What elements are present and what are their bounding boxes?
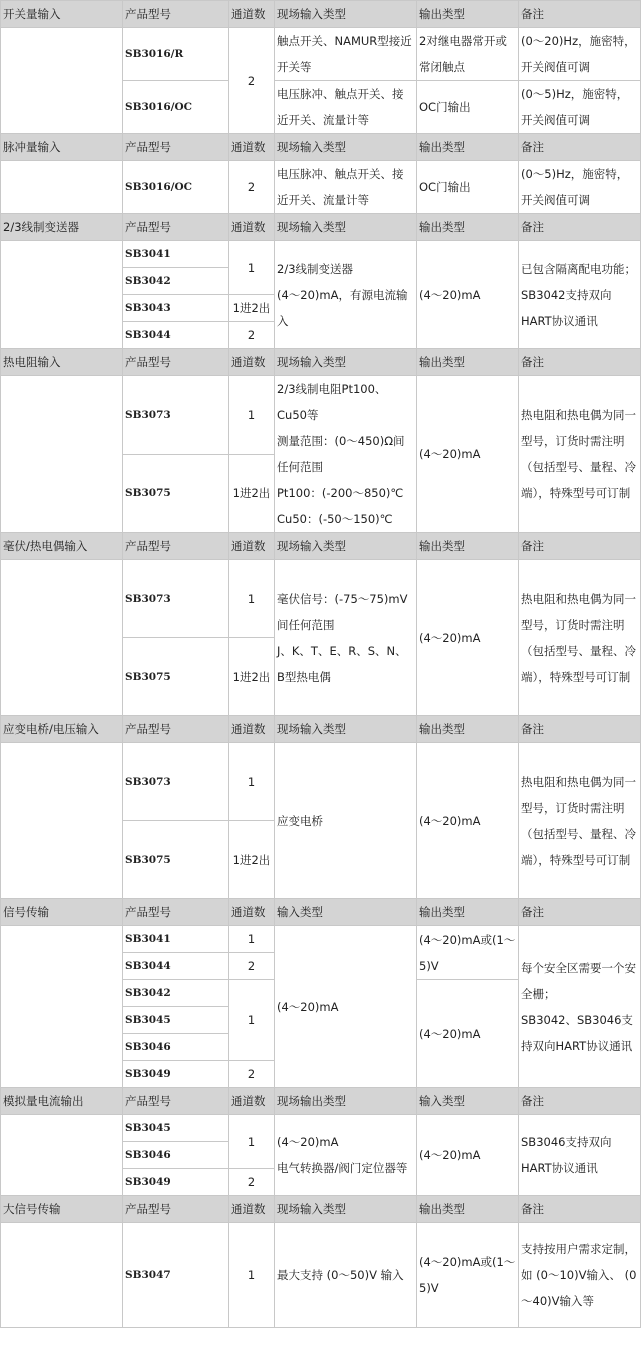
col-output-type: 输出类型 bbox=[417, 1196, 519, 1223]
section-header bbox=[1, 349, 641, 376]
model-cell: SB3049 bbox=[123, 1169, 229, 1196]
notes-cell: SB3046支持双向HART协议通讯 bbox=[519, 1115, 641, 1196]
col-model: 产品型号 bbox=[123, 1196, 229, 1223]
output-cell: (4～20)mA或(1～5)V bbox=[417, 926, 519, 980]
table-row bbox=[1, 743, 641, 821]
notes-line: SB3042、SB3046支持双向HART协议通讯 bbox=[521, 1012, 633, 1053]
col-output-type: 现场输出类型 bbox=[275, 1088, 417, 1115]
output-cell: (4～20)mA或(1～5)V bbox=[417, 1223, 519, 1328]
col-notes: 备注 bbox=[519, 134, 641, 161]
col-model: 产品型号 bbox=[123, 1088, 229, 1115]
model-cell: SB3073 bbox=[123, 376, 229, 455]
input-line: 毫伏信号：(-75～75)mV间任何范围 bbox=[277, 591, 408, 632]
category-label: 模拟量电流输出 bbox=[1, 1088, 123, 1115]
input-line: J、K、T、E、R、S、N、B型热电偶 bbox=[277, 643, 407, 684]
col-input-type: 现场输入类型 bbox=[275, 716, 417, 743]
input-cell: 最大支持 (0～50)V 输入 bbox=[275, 1223, 417, 1328]
section-header bbox=[1, 1088, 641, 1115]
col-output-type: 输出类型 bbox=[417, 214, 519, 241]
model-cell: SB3046 bbox=[123, 1034, 229, 1061]
section-header bbox=[1, 899, 641, 926]
col-notes: 备注 bbox=[519, 1196, 641, 1223]
model-cell: SB3075 bbox=[123, 638, 229, 716]
section-header bbox=[1, 716, 641, 743]
notes-cell: (0～5)Hz，施密特，开关阀值可调 bbox=[519, 81, 641, 134]
input-line: (4～20)mA bbox=[277, 1135, 339, 1149]
channels-cell: 2 bbox=[229, 1169, 275, 1196]
model-cell: SB3044 bbox=[123, 953, 229, 980]
notes-cell: (0～5)Hz，施密特，开关阀值可调 bbox=[519, 161, 641, 214]
model-cell: SB3016/R bbox=[123, 28, 229, 81]
col-channels: 通道数 bbox=[229, 1, 275, 28]
notes-cell: 热电阻和热电偶为同一型号，订货时需注明（包括型号、量程、冷端），特殊型号可订制 bbox=[519, 376, 641, 533]
output-cell: 2对继电器常开或常闭触点 bbox=[417, 28, 519, 81]
col-model: 产品型号 bbox=[123, 134, 229, 161]
category-label: 热电阻输入 bbox=[1, 349, 123, 376]
input-cell bbox=[275, 241, 417, 349]
input-line: Cu50：(-50～150)℃ bbox=[277, 512, 393, 526]
channels-cell: 1 bbox=[229, 376, 275, 455]
col-input-type: 现场输入类型 bbox=[275, 533, 417, 560]
col-model: 产品型号 bbox=[123, 214, 229, 241]
category-blank bbox=[1, 1223, 123, 1328]
model-cell: SB3044 bbox=[123, 322, 229, 349]
table-row bbox=[1, 1223, 641, 1328]
input-line: Pt100：(-200～850)℃ bbox=[277, 486, 404, 500]
input-cell bbox=[275, 376, 417, 533]
channels-cell: 1 bbox=[229, 560, 275, 638]
channels-cell: 2 bbox=[229, 161, 275, 214]
output-cell: (4～20)mA bbox=[417, 980, 519, 1088]
model-cell: SB3043 bbox=[123, 295, 229, 322]
table-row bbox=[1, 28, 641, 81]
col-input-type: 输入类型 bbox=[275, 899, 417, 926]
channels-cell: 1 bbox=[229, 241, 275, 295]
channels-cell: 1进2出 bbox=[229, 454, 275, 533]
input-cell: 触点开关、NAMUR型接近开关等 bbox=[275, 28, 417, 81]
category-blank bbox=[1, 161, 123, 214]
col-model: 产品型号 bbox=[123, 533, 229, 560]
col-channels: 通道数 bbox=[229, 349, 275, 376]
notes-line: 每个安全区需要一个安全栅； bbox=[521, 960, 636, 1001]
col-channels: 通道数 bbox=[229, 1088, 275, 1115]
model-cell: SB3073 bbox=[123, 743, 229, 821]
model-cell: SB3042 bbox=[123, 980, 229, 1007]
col-notes: 备注 bbox=[519, 533, 641, 560]
col-model: 产品型号 bbox=[123, 899, 229, 926]
output-cell: OC门输出 bbox=[417, 81, 519, 134]
input-cell: 应变电桥 bbox=[275, 743, 417, 899]
model-cell: SB3041 bbox=[123, 926, 229, 953]
section-header bbox=[1, 214, 641, 241]
notes-cell bbox=[519, 926, 641, 1088]
table-row bbox=[1, 1115, 641, 1142]
input-line: (4～20)mA，有源电流输入 bbox=[277, 287, 408, 328]
model-cell: SB3046 bbox=[123, 1142, 229, 1169]
category-label: 毫伏/热电偶输入 bbox=[1, 533, 123, 560]
col-model: 产品型号 bbox=[123, 716, 229, 743]
input-line: 2/3线制变送器 bbox=[277, 261, 354, 276]
category-label: 大信号传输 bbox=[1, 1196, 123, 1223]
section-header bbox=[1, 533, 641, 560]
col-notes: 备注 bbox=[519, 1, 641, 28]
col-notes: 备注 bbox=[519, 899, 641, 926]
table-row bbox=[1, 241, 641, 268]
col-channels: 通道数 bbox=[229, 1196, 275, 1223]
notes-cell: 热电阻和热电偶为同一型号，订货时需注明（包括型号、量程、冷端），特殊型号可订制 bbox=[519, 743, 641, 899]
model-cell: SB3016/OC bbox=[123, 161, 229, 214]
col-output-type: 输出类型 bbox=[417, 533, 519, 560]
output-cell: (4～20)mA bbox=[417, 376, 519, 533]
model-cell: SB3045 bbox=[123, 1115, 229, 1142]
category-blank bbox=[1, 926, 123, 1088]
category-label: 2/3线制变送器 bbox=[1, 214, 123, 241]
channels-cell: 1进2出 bbox=[229, 821, 275, 899]
category-blank bbox=[1, 376, 123, 533]
table-row bbox=[1, 161, 641, 214]
col-output-type: 输出类型 bbox=[417, 1, 519, 28]
channels-cell: 1进2出 bbox=[229, 295, 275, 322]
model-cell: SB3075 bbox=[123, 821, 229, 899]
category-blank bbox=[1, 1115, 123, 1196]
col-channels: 通道数 bbox=[229, 533, 275, 560]
output-cell: (4～20)mA bbox=[417, 743, 519, 899]
col-channels: 通道数 bbox=[229, 214, 275, 241]
model-cell: SB3073 bbox=[123, 560, 229, 638]
notes-cell: 支持按用户需求定制，如 (0～10)V输入、 (0～40)V输入等 bbox=[519, 1223, 641, 1328]
channels-cell: 2 bbox=[229, 953, 275, 980]
col-channels: 通道数 bbox=[229, 716, 275, 743]
col-output-type: 输出类型 bbox=[417, 899, 519, 926]
model-cell: SB3045 bbox=[123, 1007, 229, 1034]
category-blank bbox=[1, 28, 123, 134]
section-header bbox=[1, 1196, 641, 1223]
model-cell: SB3041 bbox=[123, 241, 229, 268]
col-input-type: 现场输入类型 bbox=[275, 134, 417, 161]
channels-cell: 1 bbox=[229, 980, 275, 1061]
channels-cell: 1进2出 bbox=[229, 638, 275, 716]
channels-cell: 1 bbox=[229, 926, 275, 953]
channels-cell: 1 bbox=[229, 743, 275, 821]
notes-cell: (0～20)Hz，施密特，开关阀值可调 bbox=[519, 28, 641, 81]
col-input-type: 现场输入类型 bbox=[275, 214, 417, 241]
col-notes: 备注 bbox=[519, 349, 641, 376]
input-cell: 电压脉冲、触点开关、接近开关、流量计等 bbox=[275, 81, 417, 134]
table-row bbox=[1, 560, 641, 638]
input-cell bbox=[275, 560, 417, 716]
category-blank bbox=[1, 743, 123, 899]
col-input-type: 现场输入类型 bbox=[275, 1196, 417, 1223]
col-notes: 备注 bbox=[519, 716, 641, 743]
col-input-type: 现场输入类型 bbox=[275, 1, 417, 28]
col-input-type: 现场输入类型 bbox=[275, 349, 417, 376]
model-cell: SB3049 bbox=[123, 1061, 229, 1088]
channels-cell: 2 bbox=[229, 322, 275, 349]
output-cell: (4～20)mA bbox=[417, 241, 519, 349]
model-cell: SB3075 bbox=[123, 454, 229, 533]
col-model: 产品型号 bbox=[123, 1, 229, 28]
channels-cell: 1 bbox=[229, 1115, 275, 1169]
col-channels: 通道数 bbox=[229, 134, 275, 161]
col-output-type: 输出类型 bbox=[417, 134, 519, 161]
col-notes: 备注 bbox=[519, 214, 641, 241]
input-cell bbox=[275, 1115, 417, 1196]
channels-cell: 2 bbox=[229, 28, 275, 134]
input-cell: (4～20)mA bbox=[275, 926, 417, 1088]
output-cell: (4～20)mA bbox=[417, 1115, 519, 1196]
channels-cell: 1 bbox=[229, 1223, 275, 1328]
notes-cell: 已包含隔离配电功能；SB3042支持双向HART协议通讯 bbox=[519, 241, 641, 349]
col-channels: 通道数 bbox=[229, 899, 275, 926]
output-cell: OC门输出 bbox=[417, 161, 519, 214]
category-blank bbox=[1, 241, 123, 349]
output-cell: (4～20)mA bbox=[417, 560, 519, 716]
col-notes: 备注 bbox=[519, 1088, 641, 1115]
category-label: 开关量输入 bbox=[1, 1, 123, 28]
channels-cell: 2 bbox=[229, 1061, 275, 1088]
model-cell: SB3016/OC bbox=[123, 81, 229, 134]
category-label: 信号传输 bbox=[1, 899, 123, 926]
col-input-type: 输入类型 bbox=[417, 1088, 519, 1115]
table-row bbox=[1, 376, 641, 455]
section-header bbox=[1, 1, 641, 28]
table-row bbox=[1, 926, 641, 953]
model-cell: SB3042 bbox=[123, 268, 229, 295]
col-model: 产品型号 bbox=[123, 349, 229, 376]
notes-cell: 热电阻和热电偶为同一型号，订货时需注明（包括型号、量程、冷端），特殊型号可订制 bbox=[519, 560, 641, 716]
input-cell: 电压脉冲、触点开关、接近开关、流量计等 bbox=[275, 161, 417, 214]
col-output-type: 输出类型 bbox=[417, 349, 519, 376]
model-cell: SB3047 bbox=[123, 1223, 229, 1328]
category-blank bbox=[1, 560, 123, 716]
category-label: 脉冲量输入 bbox=[1, 134, 123, 161]
input-line: 2/3线制电阻Pt100、Cu50等 bbox=[277, 382, 387, 422]
col-output-type: 输出类型 bbox=[417, 716, 519, 743]
category-label: 应变电桥/电压输入 bbox=[1, 716, 123, 743]
input-line: 测量范围：(0～450)Ω间任何范围 bbox=[277, 434, 405, 474]
input-line: 电气转换器/阀门定位器等 bbox=[277, 1161, 408, 1175]
section-header bbox=[1, 134, 641, 161]
